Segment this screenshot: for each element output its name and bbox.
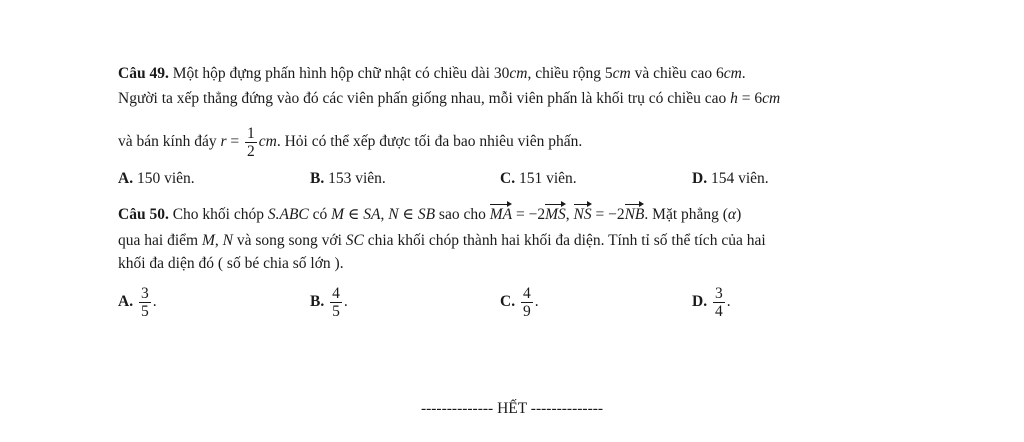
q50-text: chia khối chóp thành hai khối đa diện. Tính tỉ số thể tích của hai — [363, 232, 766, 249]
point-m-condition: M ∈ SA — [331, 206, 381, 223]
unit-cm: cm — [509, 65, 528, 82]
unit-cm: cm — [258, 133, 277, 151]
equals-sign: = — [226, 133, 243, 151]
q50-text: sao cho — [435, 206, 490, 223]
q49-text: và bán kính đáy — [118, 133, 221, 151]
option-letter: A. — [118, 293, 134, 311]
q50-line-3 — [118, 254, 344, 274]
q49-line-2 — [118, 89, 780, 109]
unit-cm: cm — [762, 90, 781, 107]
q49-line-1 — [118, 64, 746, 84]
fraction-numerator: 3 — [140, 285, 149, 302]
fraction-denominator: 9 — [522, 303, 531, 320]
option-letter: D. — [692, 293, 708, 311]
q50-text: Cho khối chóp — [168, 206, 268, 223]
q49-text: và chiều cao — [630, 65, 716, 82]
q49-text: . — [741, 65, 746, 82]
q49-option-d[interactable] — [692, 170, 769, 188]
plane-alpha: α — [727, 206, 737, 223]
q50-label: Câu 50. — [118, 206, 169, 223]
q50-line-1 — [118, 205, 741, 225]
width-value: 5 — [604, 65, 613, 82]
q50-option-c[interactable] — [500, 285, 539, 320]
height-value: 6 — [715, 65, 724, 82]
pyramid-name: S.ABC — [267, 206, 309, 223]
q49-text: , chiều rộng — [527, 65, 605, 82]
fraction-numerator: 1 — [247, 125, 255, 142]
q49-option-b[interactable] — [310, 170, 386, 188]
point-n: N — [222, 232, 233, 249]
fraction-denominator: 4 — [714, 303, 723, 320]
q50-text: , — [565, 206, 574, 223]
option-text: 153 viên. — [328, 170, 386, 187]
option-letter: B. — [310, 170, 325, 187]
fraction-numerator: 4 — [332, 285, 340, 302]
option-letter: D. — [692, 170, 708, 187]
q50-text: có — [308, 206, 332, 223]
option-text: 151 viên. — [518, 170, 577, 187]
q50-line-2 — [118, 231, 766, 251]
vector-ns: NS — [573, 206, 592, 223]
option-fraction — [139, 285, 151, 320]
fraction-denominator: 5 — [332, 303, 340, 320]
option-period: . — [534, 293, 539, 311]
vector-equation: = −2 — [591, 206, 625, 223]
option-fraction — [521, 285, 533, 320]
var-r: r — [220, 133, 227, 151]
q49-text: Người ta xếp thẳng đứng vào đó các viên phấn giống nhau, mỗi viên phấn là khối trụ có chiều cao — [118, 90, 731, 107]
fraction-numerator: 4 — [522, 285, 531, 302]
q50-text: ) — [736, 206, 742, 223]
q50-option-d[interactable] — [692, 285, 731, 320]
q50-option-a[interactable] — [118, 285, 157, 320]
q50-text: , — [380, 206, 389, 223]
edge-sc: SC — [345, 232, 364, 249]
q50-text: khối đa diện đó ( số bé chia số lớn ). — [118, 255, 344, 272]
q49-option-c[interactable] — [500, 170, 577, 188]
length-value: 30 — [493, 65, 510, 82]
unit-cm: cm — [612, 65, 631, 82]
vector-equation: = −2 — [512, 206, 546, 223]
option-text: 150 viên. — [136, 170, 195, 187]
option-letter: B. — [310, 293, 325, 311]
fraction-denominator: 5 — [140, 303, 149, 320]
end-marker: -------------- HẾT -------------- — [420, 400, 604, 417]
option-period: . — [152, 293, 157, 311]
option-letter: C. — [500, 170, 516, 187]
fraction-denominator: 2 — [247, 143, 255, 160]
q49-option-a[interactable] — [118, 170, 195, 188]
q50-text: , — [214, 232, 223, 249]
q49-label: Câu 49. — [118, 65, 169, 82]
chalk-height-value: = 6 — [737, 90, 763, 107]
q49-text: . Hỏi có thể xếp được tối đa bao nhiêu viên phấn. — [276, 133, 583, 151]
fraction-numerator: 3 — [714, 285, 723, 302]
vector-ma: MA — [489, 206, 513, 223]
radius-fraction — [245, 125, 257, 160]
option-letter: C. — [500, 293, 516, 311]
option-text: 154 viên. — [710, 170, 769, 187]
option-fraction — [330, 285, 342, 320]
var-h: h — [730, 90, 738, 107]
option-period: . — [726, 293, 731, 311]
q49-line-3 — [118, 125, 582, 160]
unit-cm: cm — [723, 65, 742, 82]
point-n-condition: N ∈ SB — [388, 206, 436, 223]
q50-text: . Mặt phẳng ( — [644, 206, 728, 223]
option-letter: A. — [118, 170, 134, 187]
q49-text: Một hộp đựng phấn hình hộp chữ nhật có chiều dài — [168, 65, 494, 82]
option-fraction — [713, 285, 725, 320]
vector-ms: MS — [545, 206, 566, 223]
q50-text: và song song với — [232, 232, 346, 249]
q50-text: qua hai điểm — [118, 232, 202, 249]
vector-nb: NB — [624, 206, 645, 223]
q50-option-b[interactable] — [310, 285, 348, 320]
option-period: . — [343, 293, 348, 311]
point-m: M — [201, 232, 215, 249]
